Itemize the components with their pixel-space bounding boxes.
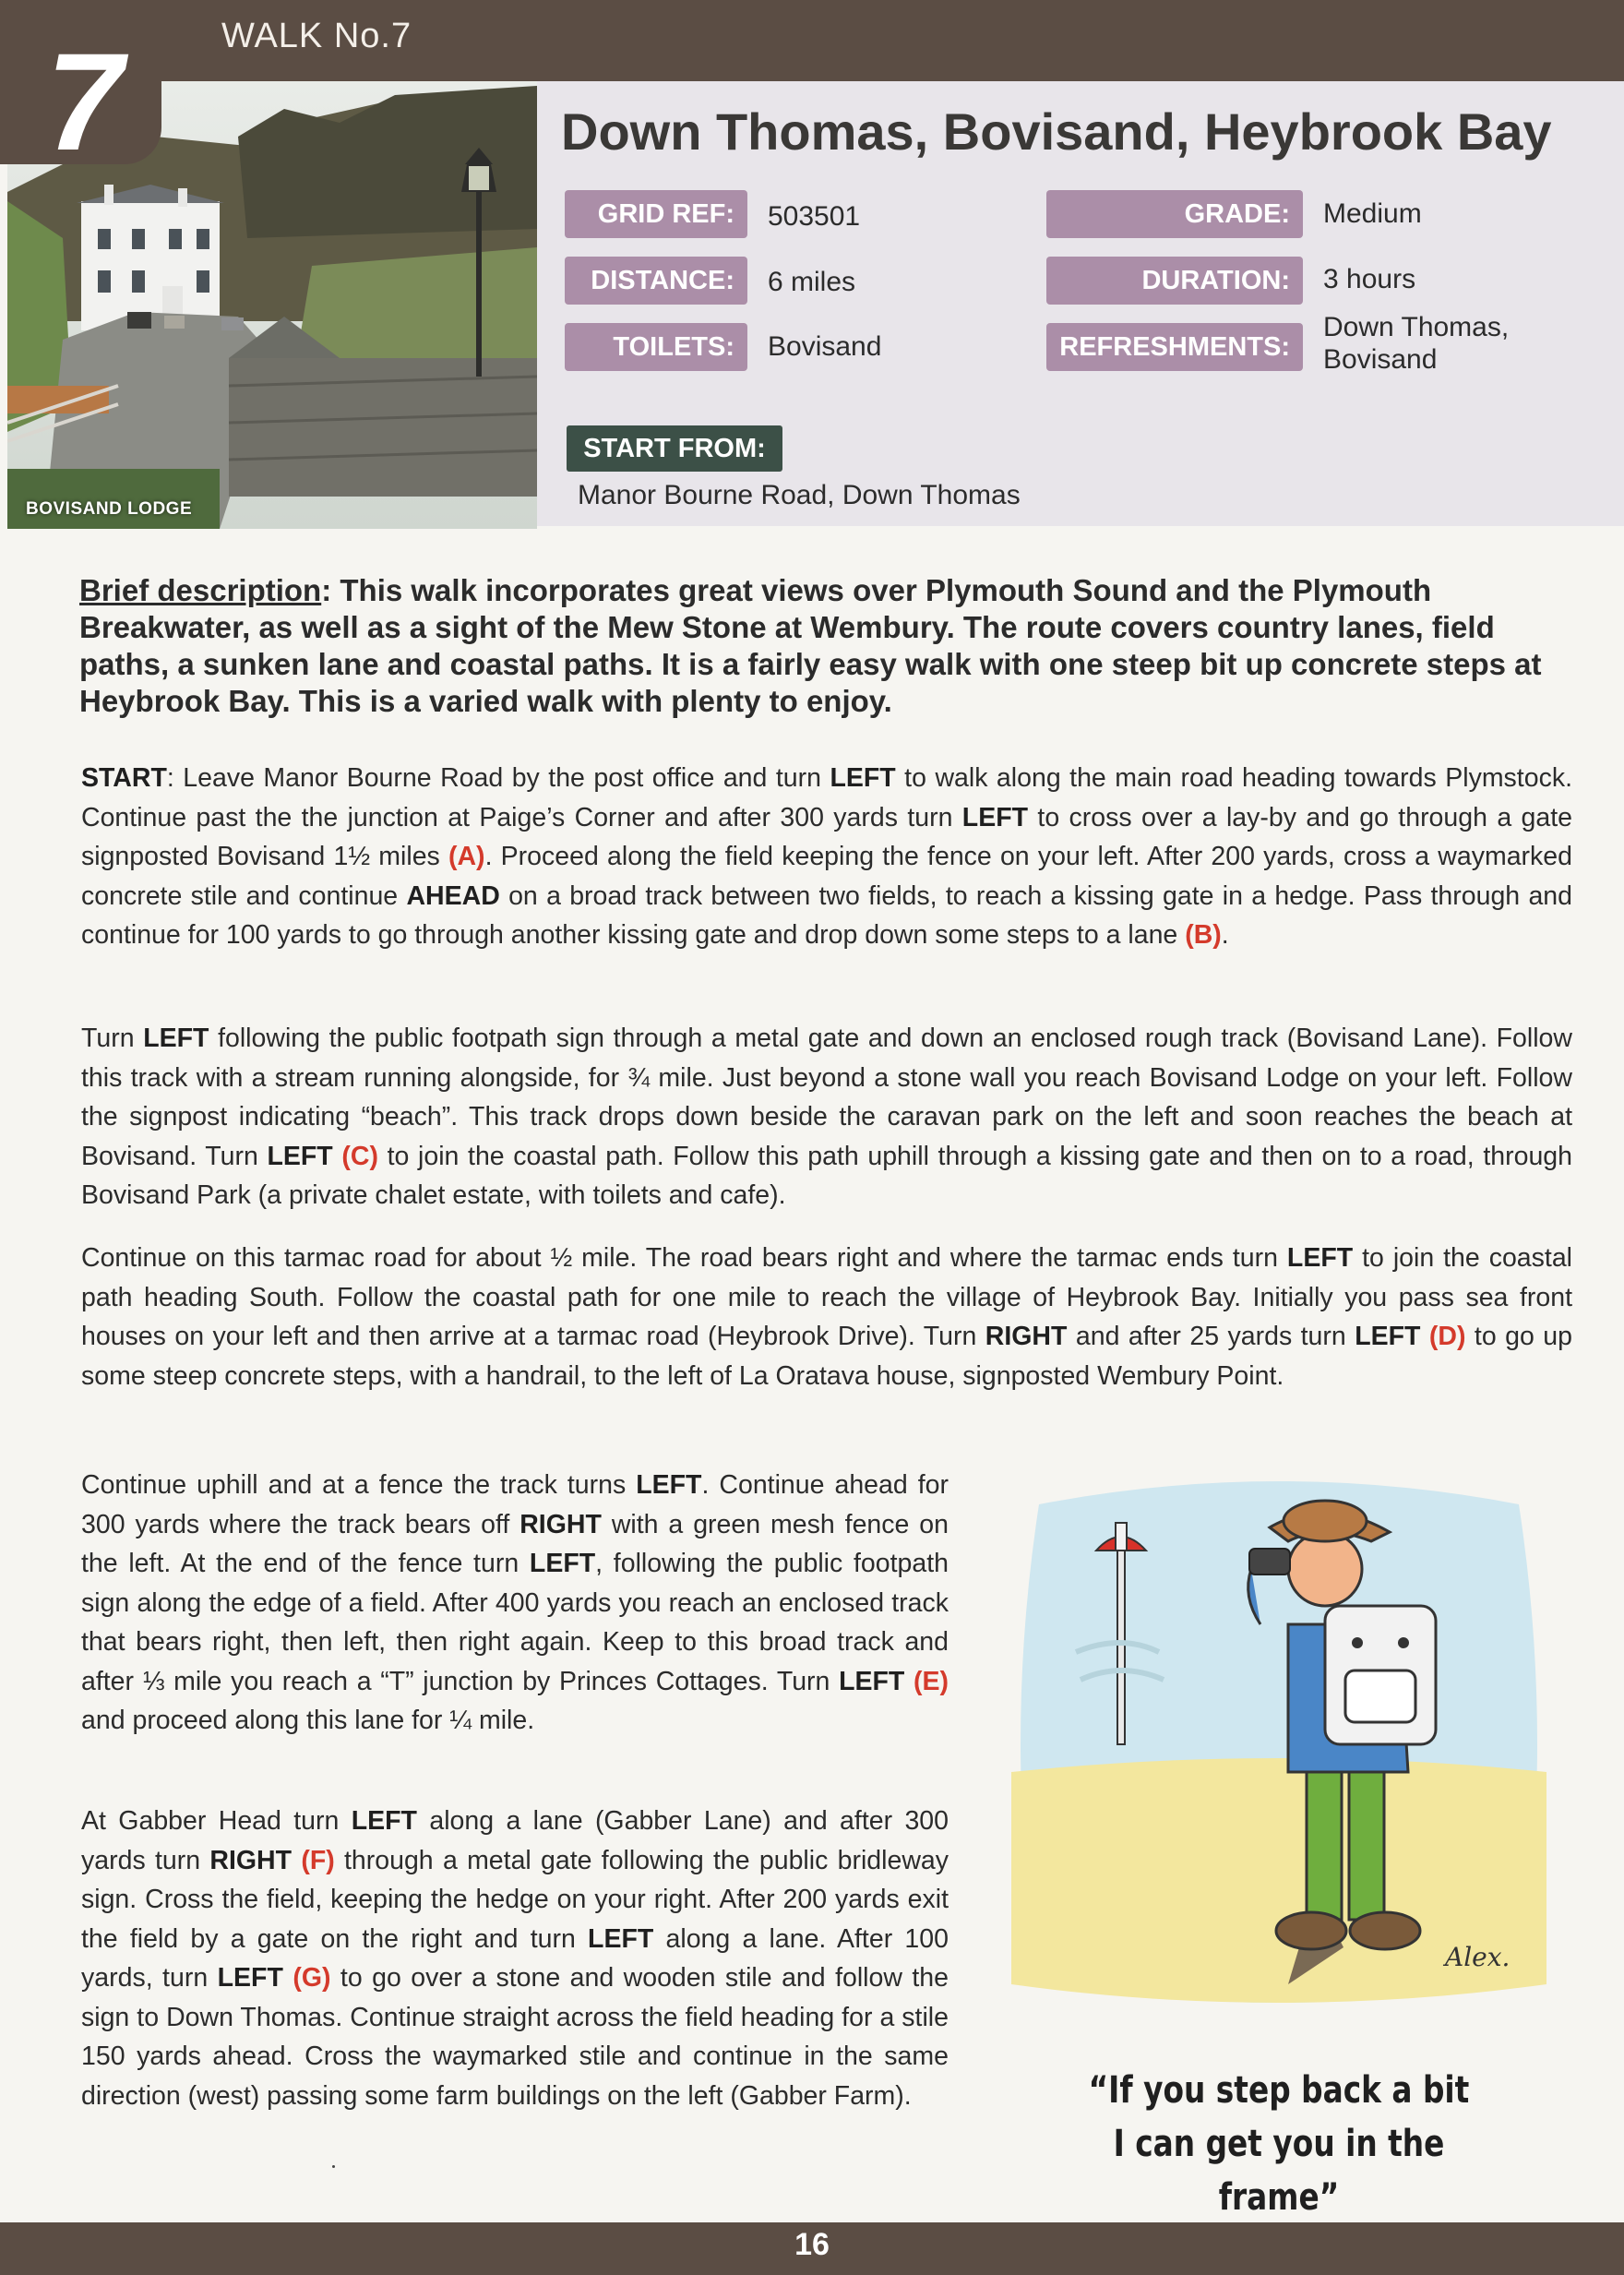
start-from-value: Manor Bourne Road, Down Thomas [578, 480, 1021, 510]
direction-keyword: LEFT [143, 1024, 209, 1053]
paragraph-gabber-head [81, 1802, 949, 2115]
paragraph-text: . Continue ahead for 300 yards where the track bears off [81, 1470, 949, 1539]
paragraph-text [1420, 1322, 1428, 1351]
paragraph-text: to cross over a lay-by and go through a gate signposted Bovisand 1½ miles [81, 802, 1572, 871]
refreshments-label: REFRESHMENTS: [1046, 323, 1303, 371]
route-marker: (F) [301, 1845, 335, 1875]
start-from-label: START FROM: [567, 425, 782, 472]
page-title: Down Thomas, Bovisand, Heybrook Bay [561, 102, 1552, 161]
duration-value: 3 hours [1323, 264, 1416, 294]
stray-dot [332, 2165, 335, 2168]
distance-label: DISTANCE: [565, 257, 747, 305]
paragraph-text: and proceed along this lane for ¼ mile. [81, 1706, 535, 1735]
direction-keyword: RIGHT [209, 1845, 293, 1875]
grade-value: Medium [1323, 198, 1422, 229]
route-marker: (D) [1428, 1322, 1466, 1351]
paragraph-text: Turn [81, 1024, 144, 1053]
paragraph-text: along a lane (Gabber Lane) and after 300 yards turn [81, 1806, 949, 1875]
paragraph-text: through a metal gate following the public bridleway sign. Cross the field, keeping the hedge on your right. After 200 yards exit the field by a gate on the right and turn [81, 1845, 949, 1954]
paragraph-text: on a broad track between two fields, to reach a kissing gate in a hedge. Pass through and continue for 100 yards to go through another kissing gate and drop down some steps to a lane [81, 880, 1572, 950]
direction-keyword: LEFT [830, 763, 896, 793]
route-marker: (B) [1185, 920, 1222, 950]
photo-caption: BOVISAND LODGE [26, 499, 193, 519]
cartoon-caption-line-1: “If you step back a bit [1088, 2069, 1470, 2112]
route-marker: (A) [448, 842, 485, 871]
grid-ref-label: GRID REF: [565, 190, 747, 238]
paragraph-text: , following the public footpath sign along the edge of a field. After 400 yards you reach an enclosed track that bears right, then left, then right again. Keep to this broad track and after ⅓ mile you reach a “T” junction by Princes Cottages. Turn [81, 1549, 949, 1696]
walk-number: 7 [46, 24, 124, 179]
duration-label: DURATION: [1046, 257, 1303, 305]
paragraph-text [333, 1142, 342, 1171]
paragraph-text: following the public footpath sign through a metal gate and down an enclosed rough track (Bovisand Lane). Follow this track with a stream running alongside, for ¾ mile. Just beyond a stone wall you reach Bovisand Lodge on your left. Follow the signpost indicating “beach”. This track drops down beside the caravan park on the left and soon reaches the beach at Bovisand. Turn [81, 1024, 1572, 1171]
paragraph-text: and after 25 yards turn [1067, 1322, 1355, 1351]
direction-keyword: LEFT [839, 1666, 905, 1696]
paragraph-text: to go up some steep concrete steps, with a handrail, to the left of La Oratava house, signposted Wembury Point. [81, 1322, 1572, 1391]
walk-number-badge [0, 24, 161, 179]
toilets-label: TOILETS: [565, 323, 747, 371]
direction-keyword: LEFT [529, 1549, 596, 1578]
route-marker: (E) [914, 1666, 949, 1696]
paragraph-heybrook-bay [81, 1239, 1572, 1395]
brief-label: Brief description [79, 573, 322, 607]
grade-label: GRADE: [1046, 190, 1303, 238]
brief-text: : This walk incorporates great views over Plymouth Sound and the Plymouth Breakwater, as well as a sight of the Mew Stone at Wembury. The route covers country lanes, field paths, a sunken lane and coastal paths. It is a fairly easy walk with one steep bit up concrete steps at Heybrook Bay. This is a varied walk with plenty to enjoy. [79, 573, 1542, 718]
direction-keyword: RIGHT [519, 1509, 602, 1539]
paragraph-text: Continue on this tarmac road for about ½ mile. The road bears right and where the tarmac ends turn [81, 1243, 1287, 1273]
paragraph-text: to join the coastal path heading South. Follow the coastal path for one mile to reach the village of Heybrook Bay. Initially you pass sea front houses on your left and then arrive at a tarmac road (Heybrook Drive). Turn [81, 1243, 1573, 1351]
cartoon-illustration [1011, 1467, 1546, 2012]
direction-keyword: LEFT [1286, 1243, 1354, 1273]
direction-keyword: LEFT [636, 1470, 702, 1500]
direction-keyword: LEFT [267, 1141, 333, 1171]
paragraph-text: At Gabber Head turn [81, 1806, 352, 1836]
paragraph-text: : Leave Manor Bourne Road by the post office and turn [166, 763, 830, 793]
paragraph-text: with a green mesh fence on the left. At the end of the fence turn [81, 1509, 949, 1578]
paragraph-bovisand-lane [81, 1019, 1572, 1215]
direction-keyword: RIGHT [985, 1322, 1068, 1351]
direction-keyword: START [81, 763, 167, 793]
direction-keyword: LEFT [1355, 1322, 1421, 1351]
cartoon-caption [1011, 2064, 1546, 2224]
paragraph-text: to go over a stone and wooden stile and follow the sign to Down Thomas. Continue straight across the field heading for a stile 150 yards ahead. Cross the waymarked stile and continue in the same direction (west) passing some farm buildings on the left (Gabber Farm). [81, 1963, 949, 2111]
paragraph-text [283, 1963, 293, 1993]
direction-keyword: LEFT [217, 1963, 283, 1993]
brief-description [79, 572, 1572, 720]
cartoon-signature: Alex. [1445, 1942, 1511, 1972]
grid-ref-value: 503501 [768, 201, 861, 232]
cartoon-caption-line-2: I can get you in the frame” [1113, 2123, 1445, 2219]
toilets-value: Bovisand [768, 331, 882, 362]
paragraph-text: . [1221, 920, 1229, 950]
paragraph-text: Continue uphill and at a fence the track turns [81, 1470, 637, 1500]
page-number: 16 [794, 2227, 830, 2262]
refreshments-value-1: Down Thomas, [1323, 312, 1510, 342]
paragraph-text: to join the coastal path. Follow this path uphill through a kissing gate and then on to a road, through Bovisand Park (a private chalet estate, with toilets and cafe). [81, 1141, 1573, 1210]
direction-keyword: LEFT [588, 1923, 654, 1954]
paragraph-text: along a lane. After 100 yards, turn [81, 1923, 949, 1993]
paragraph-text [904, 1667, 914, 1696]
direction-keyword: AHEAD [406, 880, 500, 911]
direction-keyword: LEFT [961, 802, 1029, 832]
paragraph-start [81, 759, 1572, 955]
walk-label: WALK No.7 [221, 17, 412, 55]
paragraph-text [292, 1846, 301, 1875]
route-marker: (C) [341, 1141, 378, 1171]
paragraph-text: . Proceed along the field keeping the fence on your left. After 200 yards, cross a waymarked concrete stile and continue [81, 842, 1572, 911]
refreshments-value-2: Bovisand [1323, 344, 1438, 375]
distance-value: 6 miles [768, 267, 856, 297]
route-marker: (G) [293, 1963, 331, 1993]
paragraph-text: to walk along the main road heading towards Plymstock. Continue past the the junction at Paige’s Corner and after 300 yards turn [81, 763, 1572, 832]
paragraph-princes-cottages [81, 1466, 949, 1741]
direction-keyword: LEFT [351, 1806, 417, 1836]
